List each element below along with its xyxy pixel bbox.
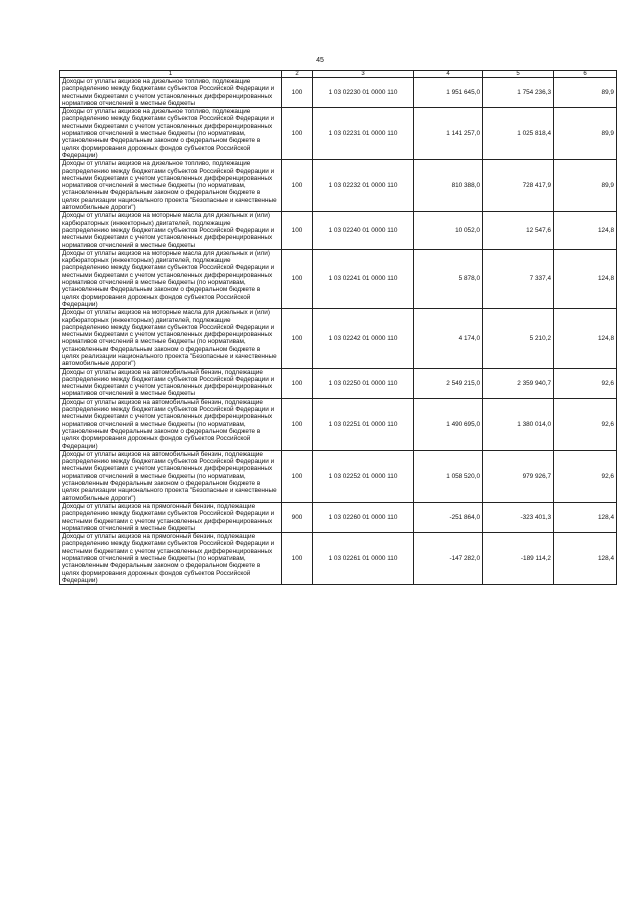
table-row [60,309,617,368]
row-description: Доходы от уплаты акцизов на прямогонный бензин, подлежащие распределению между бюджетами субъектов Российской Федерации и местными бюджетами с учетом установленных дифференцированных нормативов отчислений в местные бюджеты (по нормативам, установленным Федеральным законом о федеральном бюджете в целях формирования дорожных фондов субъектов Российской Федерации) [60,533,282,585]
row-actual-amount: 5 210,2 [483,309,554,368]
row-percent: 124,8 [554,212,617,249]
row-admin-code: 100 [282,249,313,308]
column-header-3: 3 [313,71,414,78]
row-classification-code: 1 03 02231 01 0000 110 [313,108,414,160]
row-description: Доходы от уплаты акцизов на моторные масла для дизельных и (или) карбюраторных (инжекторных) двигателей, подлежащие распределению между бюджетами субъектов Российской Федерации и местными бюджетами с учетом установленных дифференцированных нормативов отчислений в местные бюджеты (по нормативам, установленным Федеральным законом о федеральном бюджете в целях реализации национального проекта "Безопасные и качественные автомобильные дороги") [60,309,282,368]
table-row [60,108,617,160]
row-plan-amount: -147 282,0 [414,533,483,585]
row-percent: 89,9 [554,78,617,108]
column-header-6: 6 [554,71,617,78]
row-actual-amount: 1 380 014,0 [483,398,554,450]
row-description: Доходы от уплаты акцизов на дизельное топливо, подлежащие распределению между бюджетами субъектов Российской Федерации и местными бюджетами с учетом установленных дифференцированных нормативов отчислений в местные бюджеты [60,78,282,108]
row-admin-code: 100 [282,450,313,502]
table-row [60,533,617,585]
row-classification-code: 1 03 02250 01 0000 110 [313,368,414,398]
row-description: Доходы от уплаты акцизов на моторные масла для дизельных и (или) карбюраторных (инжекторных) двигателей, подлежащие распределению между бюджетами субъектов Российской Федерации и местными бюджетами с учетом установленных дифференцированных нормативов отчислений в местные бюджеты [60,212,282,249]
row-plan-amount: 1 490 695,0 [414,398,483,450]
row-actual-amount: 1 025 818,4 [483,108,554,160]
row-description: Доходы от уплаты акцизов на автомобильный бензин, подлежащие распределению между бюджетами субъектов Российской Федерации и местными бюджетами с учетом установленных дифференцированных нормативов отчислений в местные бюджеты [60,368,282,398]
row-admin-code: 100 [282,533,313,585]
row-plan-amount: 5 878,0 [414,249,483,308]
row-classification-code: 1 03 02230 01 0000 110 [313,78,414,108]
row-plan-amount: 10 052,0 [414,212,483,249]
row-description: Доходы от уплаты акцизов на дизельное топливо, подлежащие распределению между бюджетами субъектов Российской Федерации и местными бюджетами с учетом установленных дифференцированных нормативов отчислений в местные бюджеты (по нормативам, установленным Федеральным законом о федеральном бюджете в целях реализации национального проекта "Безопасные и качественные автомобильные дороги") [60,160,282,212]
row-classification-code: 1 03 02260 01 0000 110 [313,502,414,532]
row-admin-code: 100 [282,309,313,368]
row-classification-code: 1 03 02252 01 0000 110 [313,450,414,502]
table-row [60,78,617,108]
row-actual-amount: 728 417,9 [483,160,554,212]
row-admin-code: 100 [282,78,313,108]
row-actual-amount: 12 547,6 [483,212,554,249]
table-row [60,249,617,308]
row-admin-code: 100 [282,398,313,450]
table-row [60,368,617,398]
row-percent: 128,4 [554,502,617,532]
page-number: 45 [316,57,324,64]
column-header-4: 4 [414,71,483,78]
row-classification-code: 1 03 02241 01 0000 110 [313,249,414,308]
row-percent: 89,9 [554,108,617,160]
row-admin-code: 100 [282,160,313,212]
row-classification-code: 1 03 02251 01 0000 110 [313,398,414,450]
row-percent: 124,8 [554,249,617,308]
row-percent: 92,6 [554,450,617,502]
table-row [60,502,617,532]
column-header-2: 2 [282,71,313,78]
column-header-1: 1 [60,71,282,78]
row-classification-code: 1 03 02232 01 0000 110 [313,160,414,212]
row-percent: 92,6 [554,368,617,398]
row-plan-amount: 1 141 257,0 [414,108,483,160]
row-description: Доходы от уплаты акцизов на прямогонный бензин, подлежащие распределению между бюджетами субъектов Российской Федерации и местными бюджетами с учетом установленных дифференцированных нормативов отчислений в местные бюджеты [60,502,282,532]
row-plan-amount: 1 058 520,0 [414,450,483,502]
row-admin-code: 100 [282,368,313,398]
column-header-5: 5 [483,71,554,78]
row-description: Доходы от уплаты акцизов на дизельное топливо, подлежащие распределению между бюджетами субъектов Российской Федерации и местными бюджетами с учетом установленных дифференцированных нормативов отчислений в местные бюджеты (по нормативам, установленным Федеральным законом о федеральном бюджете в целях формирования дорожных фондов субъектов Российской Федерации) [60,108,282,160]
table-row [60,212,617,249]
row-actual-amount: -323 401,3 [483,502,554,532]
row-plan-amount: -251 864,0 [414,502,483,532]
row-actual-amount: 979 926,7 [483,450,554,502]
row-description: Доходы от уплаты акцизов на автомобильный бензин, подлежащие распределению между бюджетами субъектов Российской Федерации и местными бюджетами с учетом установленных дифференцированных нормативов отчислений в местные бюджеты (по нормативам, установленным Федеральным законом о федеральном бюджете в целях реализации национального проекта "Безопасные и качественные автомобильные дороги") [60,450,282,502]
revenue-table [59,70,617,585]
row-plan-amount: 810 388,0 [414,160,483,212]
row-classification-code: 1 03 02242 01 0000 110 [313,309,414,368]
row-plan-amount: 4 174,0 [414,309,483,368]
column-number-row [60,71,617,78]
row-classification-code: 1 03 02261 01 0000 110 [313,533,414,585]
row-actual-amount: 2 359 940,7 [483,368,554,398]
row-description: Доходы от уплаты акцизов на моторные масла для дизельных и (или) карбюраторных (инжекторных) двигателей, подлежащие распределению между бюджетами субъектов Российской Федерации и местными бюджетами с учетом установленных дифференцированных нормативов отчислений в местные бюджеты (по нормативам, установленным Федеральным законом о федеральном бюджете в целях формирования дорожных фондов субъектов Российской Федерации) [60,249,282,308]
row-actual-amount: -189 114,2 [483,533,554,585]
row-actual-amount: 7 337,4 [483,249,554,308]
row-plan-amount: 2 549 215,0 [414,368,483,398]
table-row [60,450,617,502]
row-actual-amount: 1 754 236,3 [483,78,554,108]
row-percent: 89,9 [554,160,617,212]
row-percent: 128,4 [554,533,617,585]
row-admin-code: 900 [282,502,313,532]
row-percent: 92,6 [554,398,617,450]
row-percent: 124,8 [554,309,617,368]
row-admin-code: 100 [282,212,313,249]
table-row [60,398,617,450]
row-description: Доходы от уплаты акцизов на автомобильный бензин, подлежащие распределению между бюджетами субъектов Российской Федерации и местными бюджетами с учетом установленных дифференцированных нормативов отчислений в местные бюджеты (по нормативам, установленным Федеральным законом о федеральном бюджете в целях формирования дорожных фондов субъектов Российской Федерации) [60,398,282,450]
table-row [60,160,617,212]
row-admin-code: 100 [282,108,313,160]
row-plan-amount: 1 951 645,0 [414,78,483,108]
row-classification-code: 1 03 02240 01 0000 110 [313,212,414,249]
